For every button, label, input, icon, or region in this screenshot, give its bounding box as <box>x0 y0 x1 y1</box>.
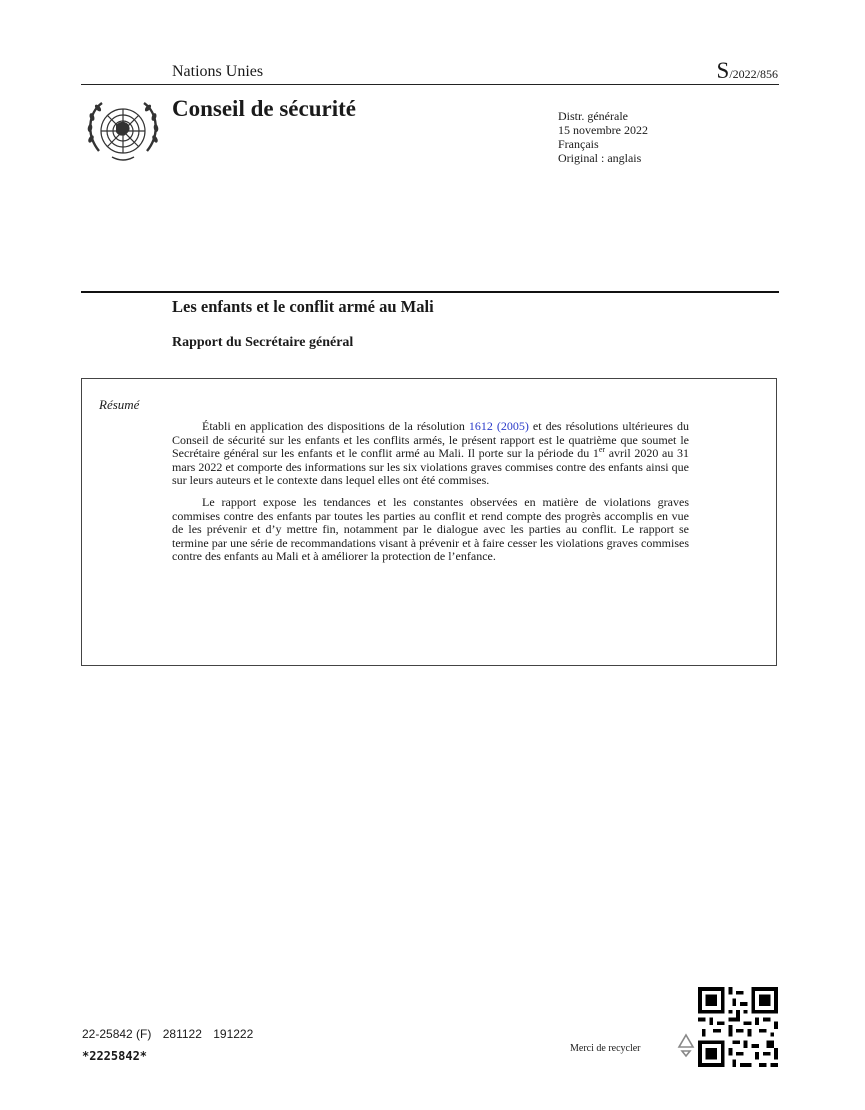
symbol-suffix: /2022/856 <box>729 67 778 81</box>
resolution-link[interactable]: 1612 (2005) <box>468 419 529 433</box>
title-rule <box>81 291 779 293</box>
summary-p1-end: avril 2020 au 31 mars 2022 et comporte des informations sur les six violations graves commises contre des enfants ainsi que sur leurs auteurs et le contexte dans lequel elles ont été commises. <box>172 446 689 488</box>
recycle-text: Merci de recycler <box>570 1043 641 1054</box>
un-emblem-icon <box>82 95 164 167</box>
doc-number: 22-25842 (F) <box>82 1027 152 1041</box>
summary-paragraph-2: Le rapport expose les tendances et les constantes observées en matière de violations graves commises contre des enfants par toutes les parties au conflit et rend compte des progrès accomplis en vue de les prévenir et d’y mettre fin, notamment par le dialogue avec les parties au conflit. Le rapport se termine par une série de recommandations visant à prévenir et à faire cesser les violations graves commises contre des enfants au Mali et à améliorer la protection de l’enfance. <box>172 494 689 564</box>
document-subtitle: Rapport du Secrétaire général <box>172 335 354 350</box>
document-title: Les enfants et le conflit armé au Mali <box>172 297 434 316</box>
ordinal-superscript: er <box>598 445 606 455</box>
summary-label: Résumé <box>99 397 140 412</box>
document-symbol <box>717 58 778 84</box>
footer-date-2: 191222 <box>213 1027 254 1041</box>
footer-date-1: 281122 <box>162 1027 202 1041</box>
recycle-icon <box>673 1032 699 1058</box>
council-title: Conseil de sécurité <box>172 96 356 121</box>
issue-date: 15 novembre 2022 <box>558 123 648 137</box>
distribution: Distr. générale <box>558 109 628 123</box>
language: Français <box>558 137 599 151</box>
summary-text <box>172 420 689 572</box>
original-language: Original : anglais <box>558 151 642 165</box>
symbol-prefix: S <box>716 58 730 83</box>
footer-doc-id <box>82 1027 261 1041</box>
qr-code-icon <box>698 987 778 1067</box>
organization-name: Nations Unies <box>172 63 264 80</box>
header-rule <box>81 84 779 85</box>
barcode-text: *2225842* <box>82 1049 148 1063</box>
summary-p1-start: Établi en application des dispositions de la résolution <box>202 419 469 433</box>
distribution-block <box>558 109 648 165</box>
summary-paragraph-1 <box>172 420 689 488</box>
summary-p1-middle: et des résolutions ultérieures du Conseil de sécurité sur les enfants et les conflits armés, le présent rapport est le quatrième que soumet le Secrétaire général sur les enfants et le conflit armé au Mali. Il porte sur la période du 1 <box>172 419 689 461</box>
